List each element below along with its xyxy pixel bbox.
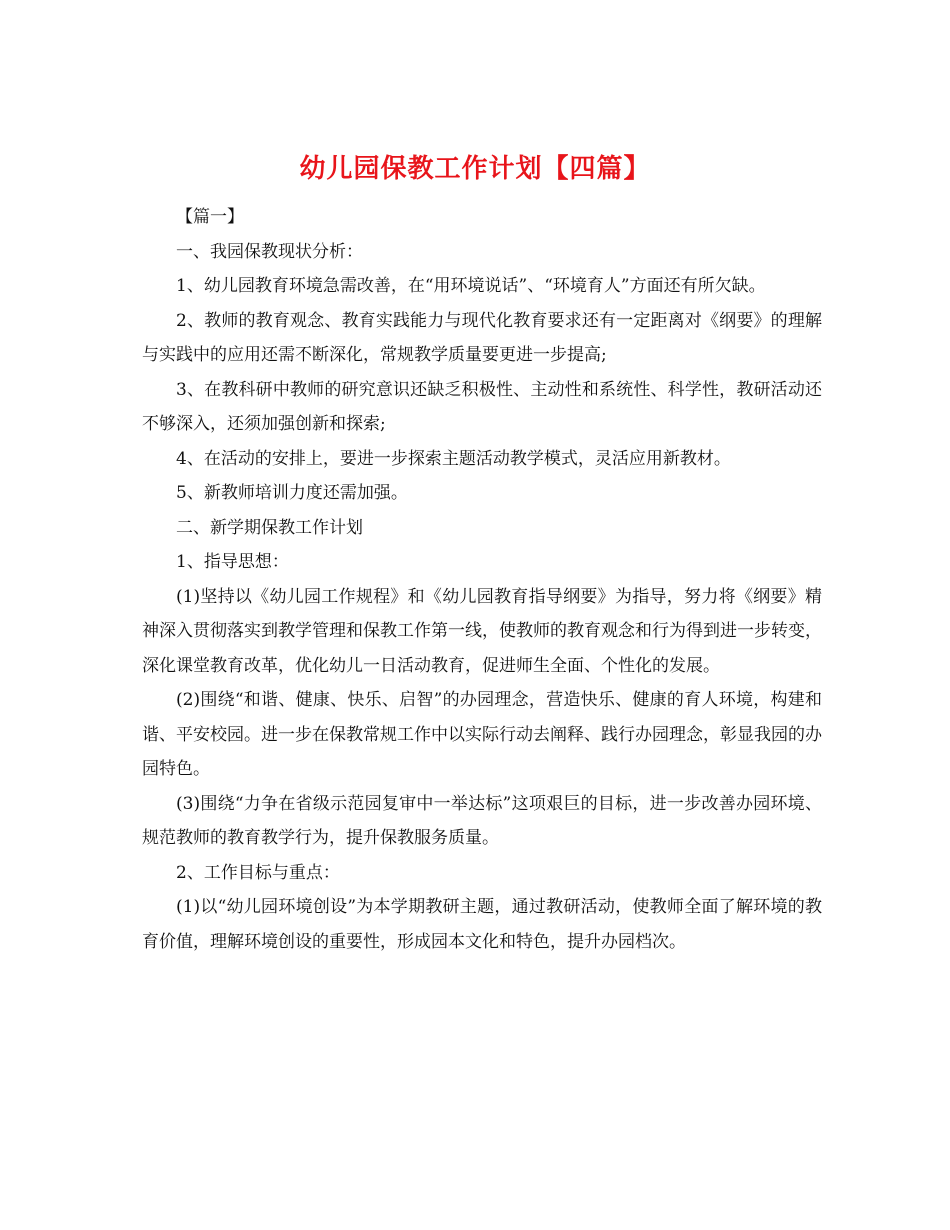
document-body (142, 200, 822, 959)
paragraph: (3)围绕“力争在省级示范园复审中一举达标”这项艰巨的目标，进一步改善办园环境、规范教师的教育教学行为，提升保教服务质量。 (142, 793, 822, 848)
heading-status-analysis: 一、我园保教现状分析： (176, 241, 363, 262)
section-heading-part-one: 【篇一】 (176, 207, 244, 227)
paragraph: 2、教师的教育观念、教育实践能力与现代化教育要求还有一定距离对《纲要》的理解与实践中的应用还需不断深化，常规教学质量要更进一步提高; (142, 310, 822, 365)
paragraph: 4、在活动的安排上，要进一步探索主题活动教学模式，灵活应用新教材。 (176, 448, 731, 469)
heading-guiding-ideology: 1、指导思想： (176, 552, 289, 572)
paragraph: 1、幼儿园教育环境急需改善，在“用环境说话”、“环境育人”方面还有所欠缺。 (176, 276, 766, 296)
paragraph: 3、在教科研中教师的研究意识还缺乏积极性、主动性和系统性、科学性，教研活动还不够深入，还须加强创新和探索; (142, 379, 822, 434)
paragraph: 5、新教师培训力度还需加强。 (176, 483, 408, 503)
paragraph: (2)围绕“和谐、健康、快乐、启智”的办园理念，营造快乐、健康的育人环境，构建和谐、平安校园。进一步在保教常规工作中以实际行动去阐释、践行办园理念，彰显我园的办园特色。 (142, 690, 822, 779)
paragraph: (1)坚持以《幼儿园工作规程》和《幼儿园教育指导纲要》为指导，努力将《纲要》精神深入贯彻落实到教学管理和保教工作第一线，使教师的教育观念和行为得到进一步转变，深化课堂教育改革，优化幼儿一日活动教育，促进师生全面、个性化的发展。 (142, 586, 822, 676)
paragraph: (1)以“幼儿园环境创设”为本学期教研主题，通过教研活动，使教师全面了解环境的教育价值，理解环境创设的重要性，形成园本文化和特色，提升办园档次。 (142, 897, 822, 952)
heading-work-plan: 二、新学期保教工作计划 (176, 517, 363, 538)
document-title: 幼儿园保教工作计划【四篇】 (299, 154, 651, 185)
heading-goals-priorities: 2、工作目标与重点： (176, 862, 340, 883)
